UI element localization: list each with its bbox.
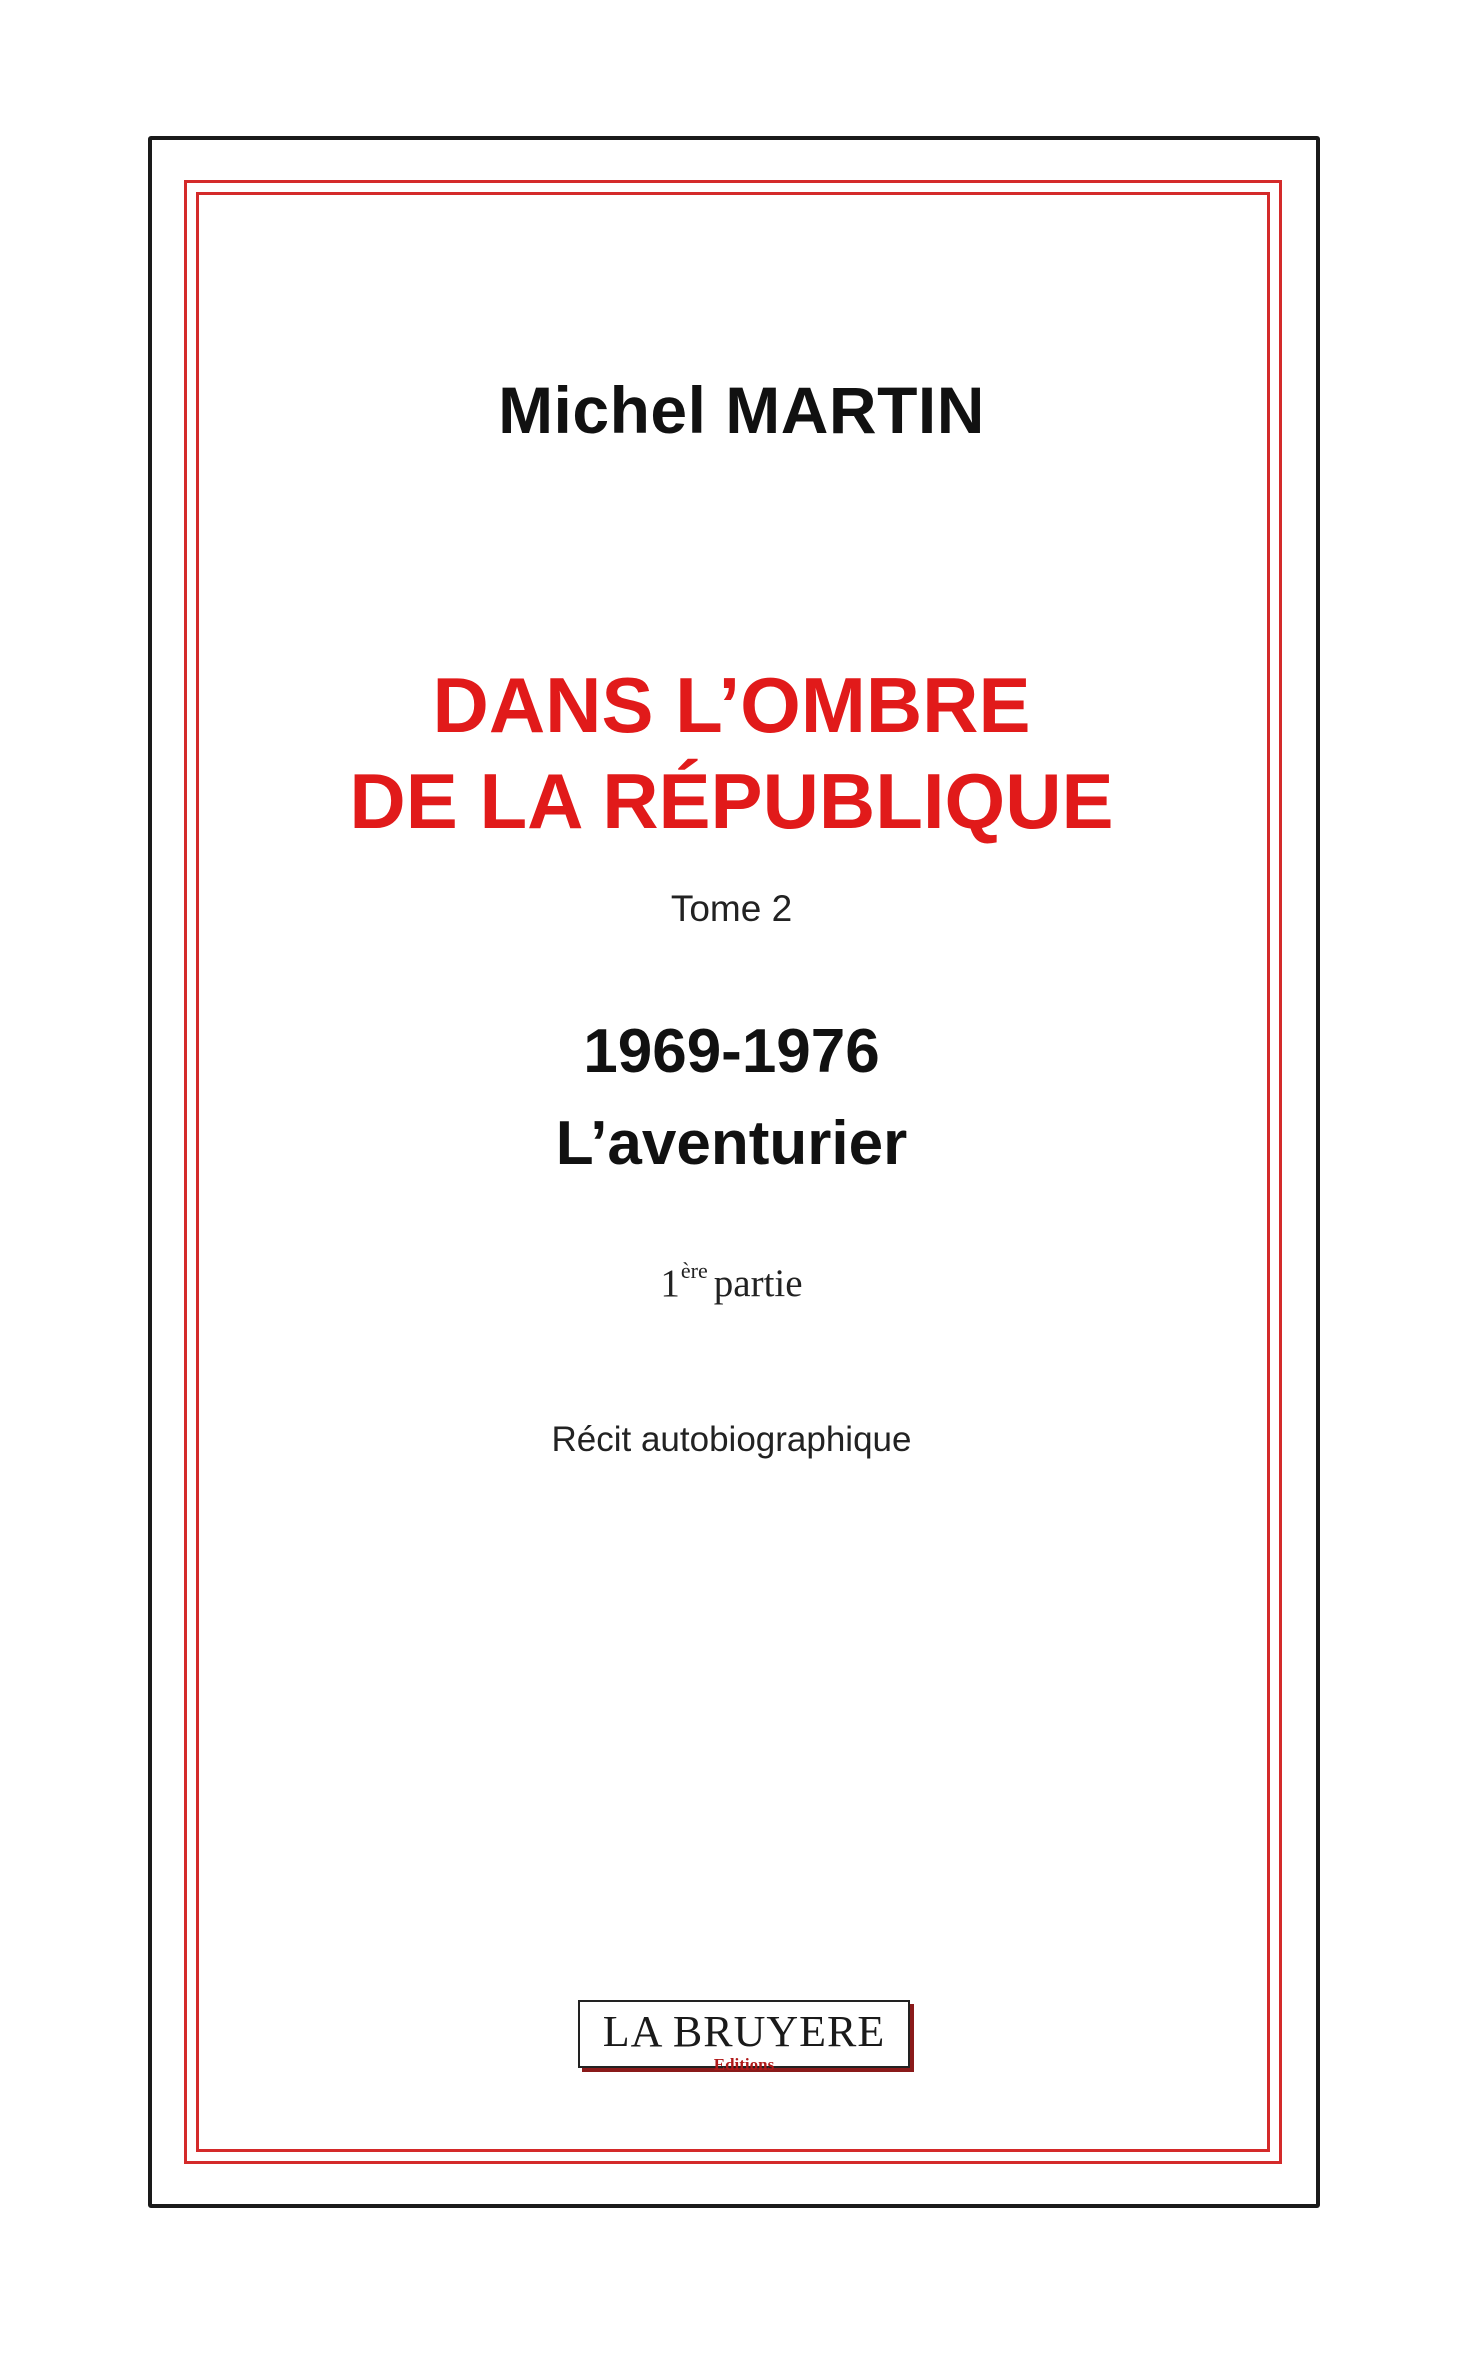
book-title-line-1: DANS L’OMBRE xyxy=(432,661,1031,749)
part-number: 1 xyxy=(660,1262,680,1305)
book-title-line-2: DE LA RÉPUBLIQUE xyxy=(349,757,1114,845)
publisher-logo xyxy=(578,2000,910,2074)
volume-label: Tome 2 xyxy=(670,888,793,929)
part-word: partie xyxy=(713,1262,803,1305)
publisher-subtitle: Editions xyxy=(713,2055,775,2074)
years-range: 1969-1976 xyxy=(583,1017,880,1086)
part-label xyxy=(0,1258,1473,1306)
author-name: Michel MARTIN xyxy=(498,373,985,447)
genre-label: Récit autobiographique xyxy=(551,1420,912,1459)
book-subtitle: L’aventurier xyxy=(555,1109,908,1178)
part-suffix: ère xyxy=(680,1258,708,1283)
publisher-name: LA BRUYERE xyxy=(602,2007,886,2056)
